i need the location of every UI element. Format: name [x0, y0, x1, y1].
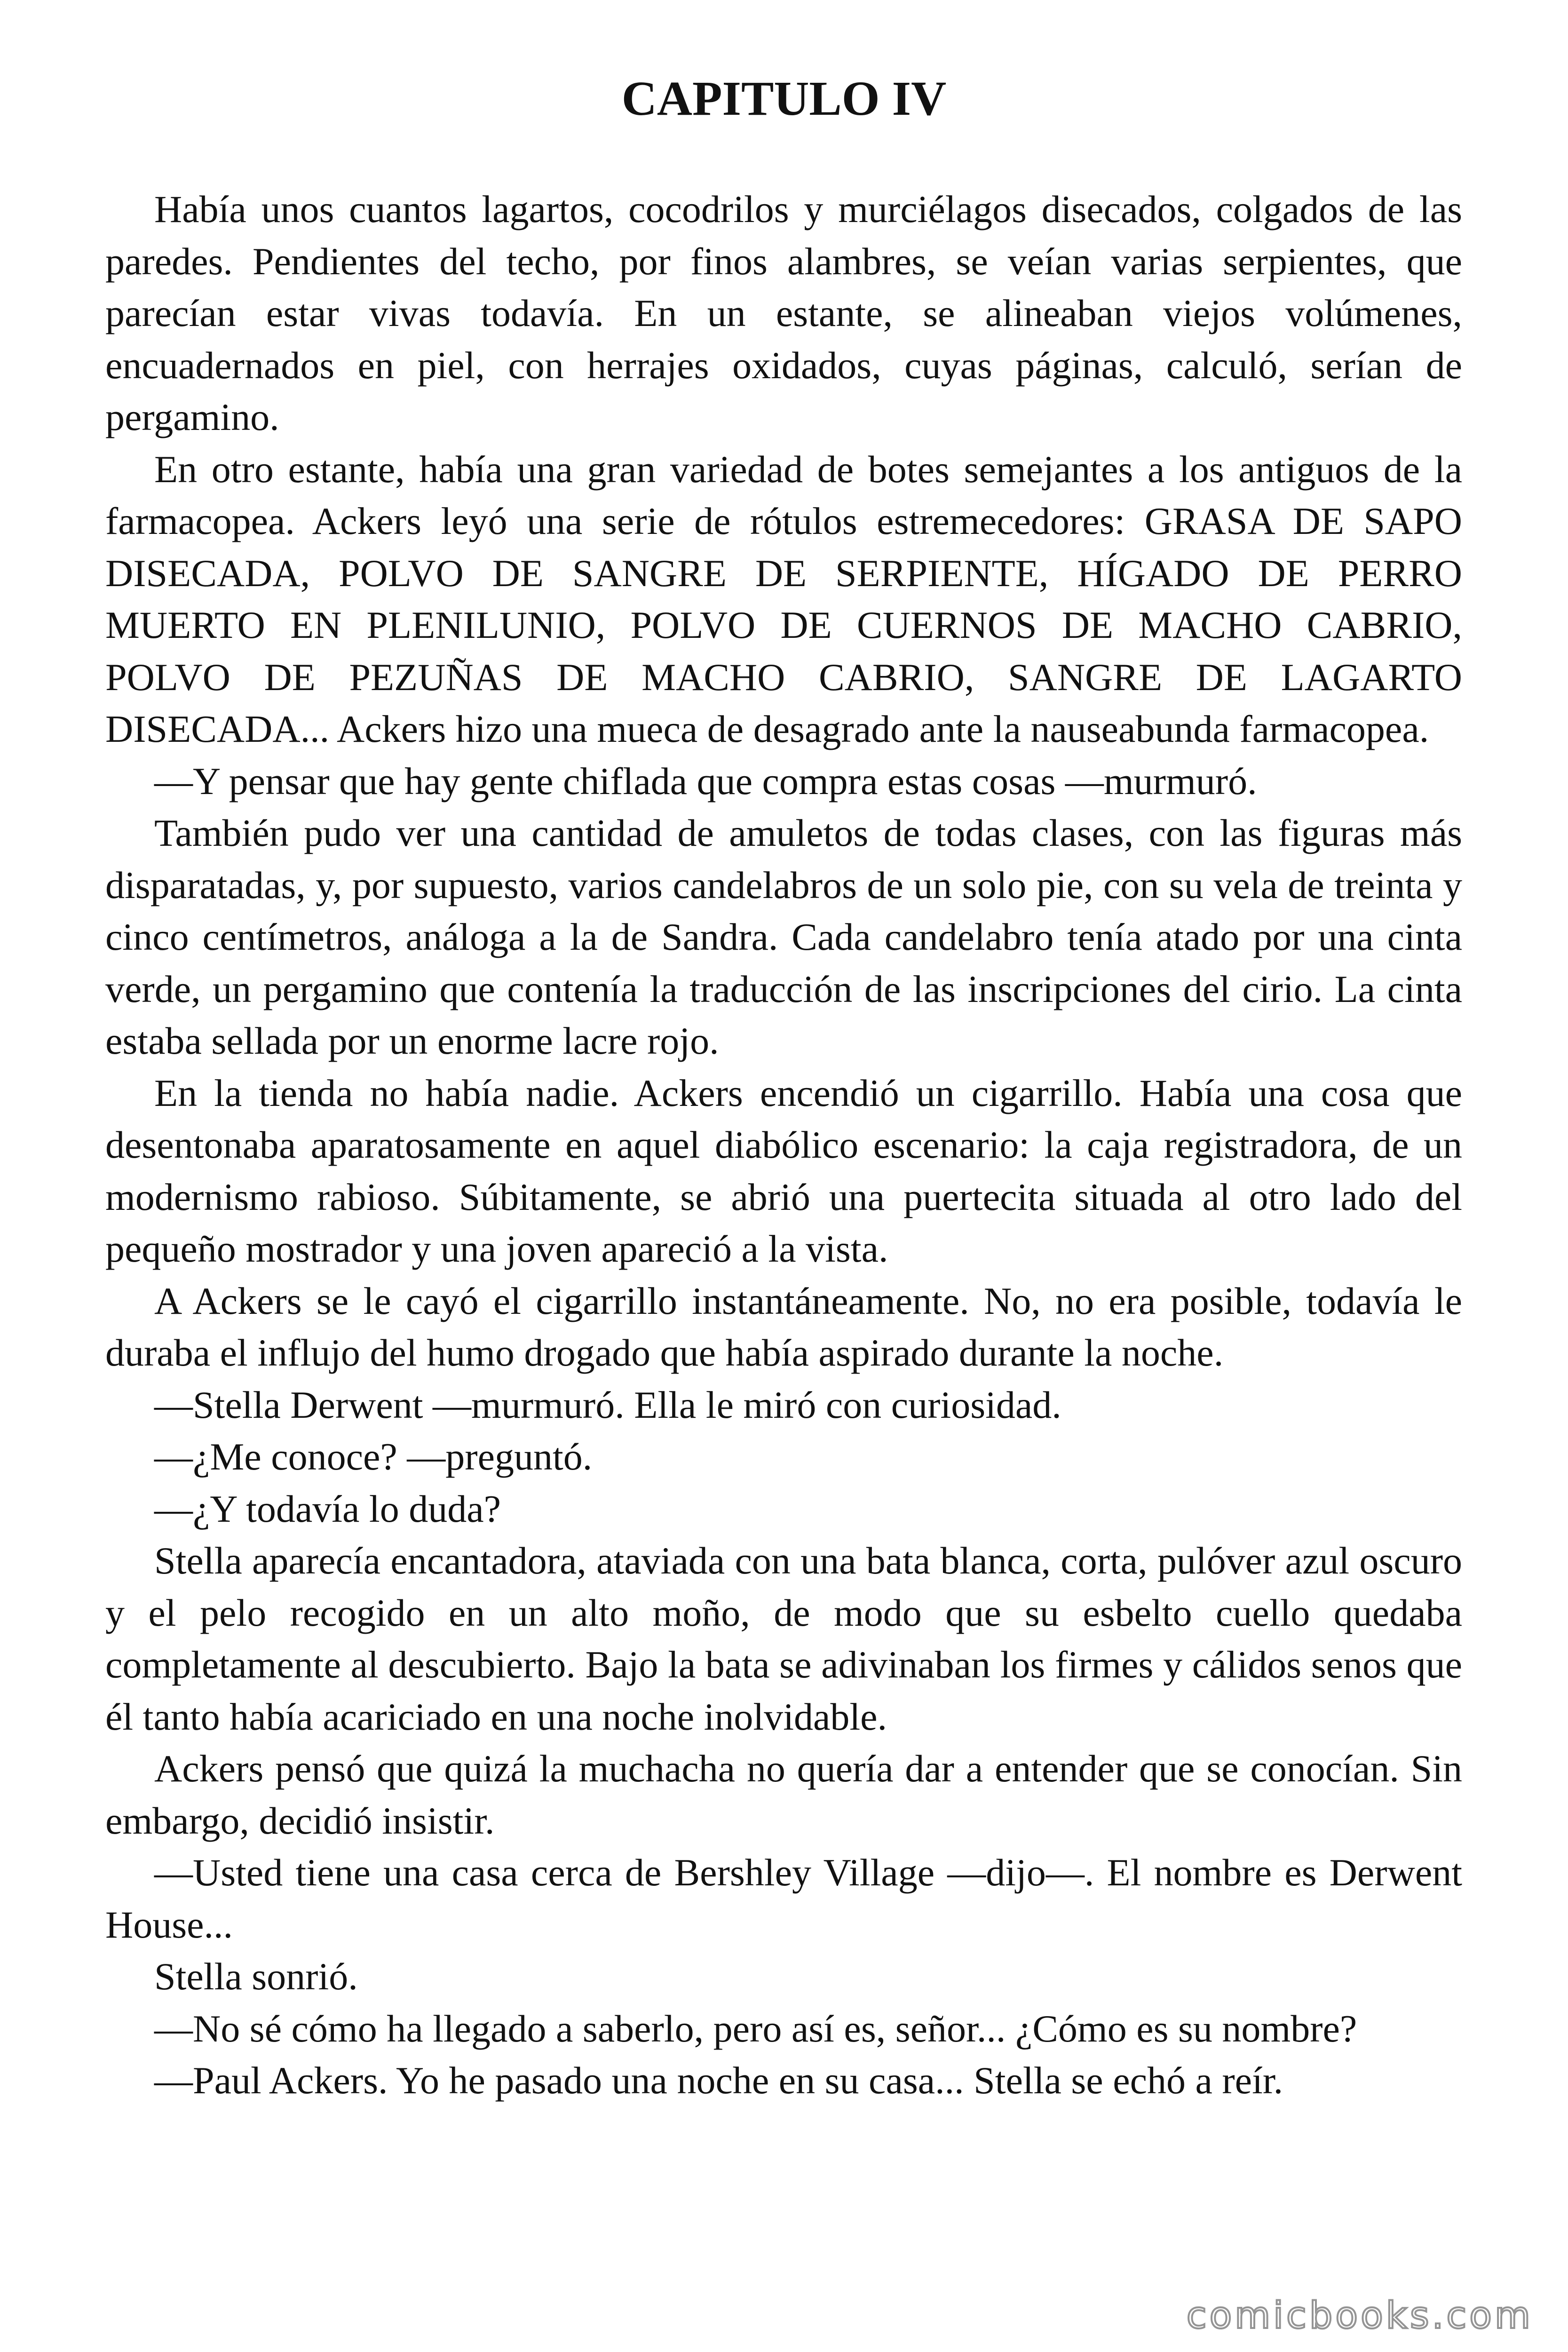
- chapter-body: [105, 183, 1462, 2107]
- dialogue-line: —Usted tiene una casa cerca de Bershley Village —dijo—. El nombre es Derwent House...: [105, 1851, 1462, 1946]
- dialogue-line: —¿Me conoce? —preguntó.: [154, 1435, 593, 1478]
- dialogue-line: —Stella Derwent —murmuró. Ella le miró con curiosidad.: [154, 1383, 1061, 1426]
- paragraph: También pudo ver una cantidad de amuletos de todas clases, con las figuras más disparatadas, y, por supuesto, varios candelabros de un solo pie, con su vela de treinta y cinco centímetros, análoga a la de Sandra. Cada candelabro tenía atado por una cinta verde, un pergamino que contenía la traducción de las inscripciones del cirio. La cinta estaba sellada por un enorme lacre rojo.: [105, 811, 1462, 1062]
- paragraph: Ackers pensó que quizá la muchacha no quería dar a entender que se conocían. Sin embargo, decidió insistir.: [105, 1747, 1462, 1842]
- paragraph: A Ackers se le cayó el cigarrillo instantáneamente. No, no era posible, todavía le duraba el influjo del humo drogado que había aspirado durante la noche.: [105, 1279, 1462, 1374]
- dialogue-line: —No sé cómo ha llegado a saberlo, pero así es, señor... ¿Cómo es su nombre?: [154, 2007, 1357, 2050]
- dialogue-line: —Paul Ackers. Yo he pasado una noche en su casa... Stella se echó a reír.: [154, 2059, 1283, 2102]
- paragraph: En otro estante, había una gran variedad de botes semejantes a los antiguos de la farmacopea. Ackers leyó una serie de rótulos estremecedores: GRASA DE SAPO DISECADA, POLVO DE SANGRE DE SERPIENTE, HÍGADO DE PERRO MUERTO EN PLENILUNIO, POLVO DE CUERNOS DE MACHO CABRIO, POLVO DE PEZUÑAS DE MACHO CABRIO, SANGRE DE LAGARTO DISECADA... Ackers hizo una mueca de desagrado ante la nauseabunda farmacopea.: [105, 447, 1462, 750]
- dialogue-line: —¿Y todavía lo duda?: [154, 1487, 501, 1530]
- dialogue-line: —Y pensar que hay gente chiflada que compra estas cosas —murmuró.: [154, 759, 1257, 803]
- chapter-title: CAPITULO IV: [621, 72, 947, 126]
- paragraph: Stella aparecía encantadora, ataviada con una bata blanca, corta, pulóver azul oscuro y el pelo recogido en un alto moño, de modo que su esbelto cuello quedaba completamente al descubierto. Bajo la bata se adivinaban los firmes y cálidos senos que él tanto había acariciado en una noche inolvidable.: [105, 1539, 1462, 1738]
- paragraph: Stella sonrió.: [154, 1955, 358, 1998]
- paragraph: Había unos cuantos lagartos, cocodrilos y murciélagos disecados, colgados de las paredes. Pendientes del techo, por finos alambres, se veían varias serpientes, que parecían estar vivas todavía. En un estante, se alineaban viejos volúmenes, encuadernados en piel, con herrajes oxidados, cuyas páginas, calculó, serían de pergamino.: [105, 188, 1462, 438]
- paragraph: En la tienda no había nadie. Ackers encendió un cigarrillo. Había una cosa que desentonaba aparatosamente en aquel diabólico escenario: la caja registradora, de un modernismo rabioso. Súbitamente, se abrió una puertecita situada al otro lado del pequeño mostrador y una joven apareció a la vista.: [105, 1071, 1462, 1270]
- watermark: comicbooks.com: [1186, 2295, 1533, 2337]
